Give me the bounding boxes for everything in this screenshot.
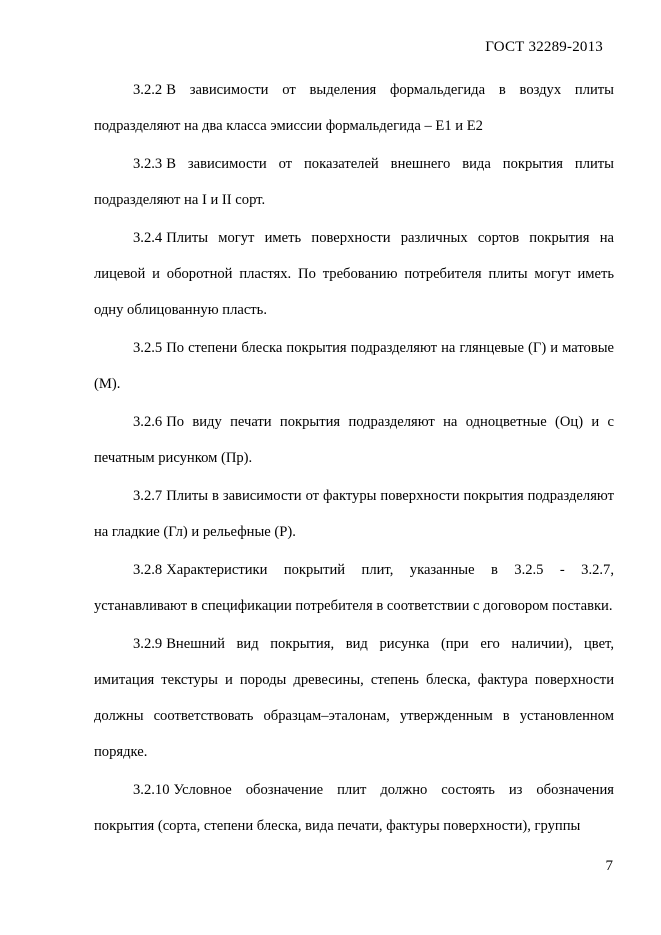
paragraph-3-2-9 — [94, 626, 614, 770]
paragraph-number: 3.2.2 — [133, 82, 163, 98]
document-body — [94, 72, 614, 846]
paragraph-number: 3.2.7 — [133, 488, 163, 504]
paragraph-number: 3.2.5 — [133, 340, 163, 356]
paragraph-text: Плиты в зависимости от фактуры поверхности покрытия подразделяют на гладкие (Гл) и рельефные (Р). — [94, 488, 614, 540]
paragraph-number: 3.2.4 — [133, 230, 163, 246]
paragraph-3-2-6 — [94, 404, 614, 476]
paragraph-number: 3.2.10 — [133, 782, 170, 798]
paragraph-text: Условное обозначение плит должно состоять из обозначения покрытия (сорта, степени блеска, вида печати, фактуры поверхности), группы — [94, 782, 614, 834]
paragraph-number: 3.2.9 — [133, 636, 163, 652]
paragraph-3-2-3 — [94, 146, 614, 218]
paragraph-3-2-4 — [94, 220, 614, 328]
paragraph-3-2-10 — [94, 772, 614, 844]
page-number: 7 — [605, 858, 613, 874]
paragraph-number: 3.2.3 — [133, 156, 163, 172]
paragraph-3-2-8 — [94, 552, 614, 624]
paragraph-text: Характеристики покрытий плит, указанные в 3.2.5 - 3.2.7, устанавливают в спецификации потребителя в соответствии с договором поставки. — [94, 562, 614, 614]
paragraph-number: 3.2.6 — [133, 414, 163, 430]
paragraph-3-2-5 — [94, 330, 614, 402]
paragraph-3-2-2 — [94, 72, 614, 144]
paragraph-text: По виду печати покрытия подразделяют на одноцветные (Оц) и с печатным рисунком (Пр). — [94, 414, 614, 466]
standard-header: ГОСТ 32289-2013 — [485, 39, 603, 55]
paragraph-text: По степени блеска покрытия подразделяют на глянцевые (Г) и матовые (М). — [94, 340, 614, 392]
paragraph-text: В зависимости от выделения формальдегида в воздух плиты подразделяют на два класса эмиссии формальдегида – Е1 и Е2 — [94, 82, 614, 134]
paragraph-number: 3.2.8 — [133, 562, 163, 578]
paragraph-text: В зависимости от показателей внешнего вида покрытия плиты подразделяют на I и II сорт. — [94, 156, 614, 208]
paragraph-text: Внешний вид покрытия, вид рисунка (при его наличии), цвет, имитация текстуры и породы древесины, степень блеска, фактура поверхности должны соответствовать образцам–эталонам, утвержденным в установленном порядке. — [94, 636, 614, 760]
paragraph-3-2-7 — [94, 478, 614, 550]
paragraph-text: Плиты могут иметь поверхности различных сортов покрытия на лицевой и оборотной пластях. По требованию потребителя плиты могут иметь одну облицованную пласть. — [94, 230, 614, 318]
